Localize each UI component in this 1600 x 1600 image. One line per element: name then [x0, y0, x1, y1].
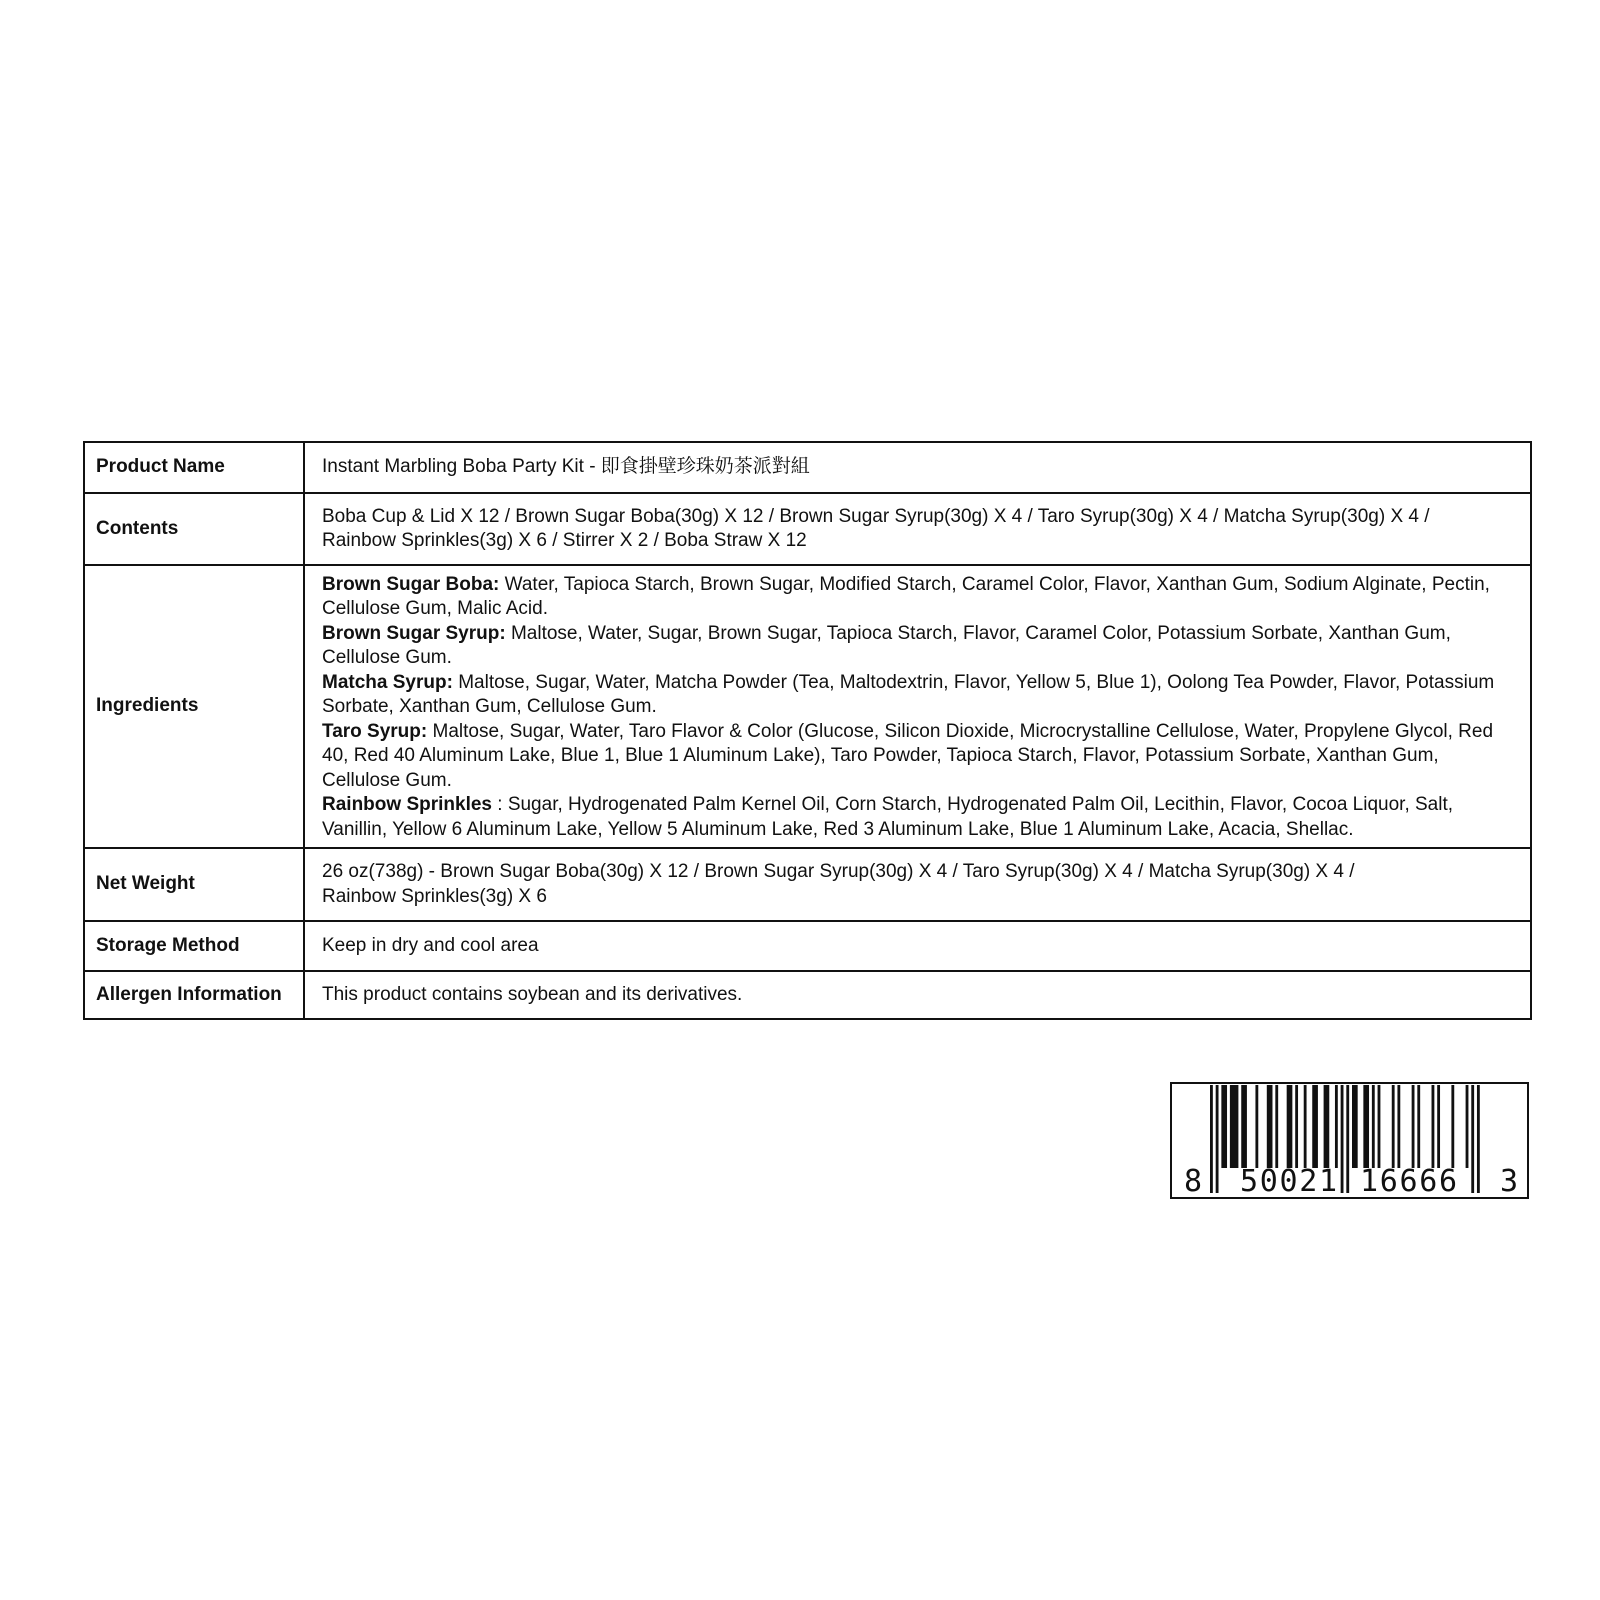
barcode-bar [1267, 1085, 1273, 1168]
row-product-name [84, 442, 1531, 493]
barcode-bar [1210, 1085, 1213, 1193]
ingredient-text: Maltose, Water, Sugar, Brown Sugar, Tapioca Starch, Flavor, Caramel Color, Potassium Sorbate, Xanthan Gum, Cellulose Gum. [322, 622, 1451, 669]
barcode-bar [1295, 1085, 1298, 1168]
row-net-weight [84, 848, 1531, 921]
row-ingredients [84, 565, 1531, 848]
product-name-text: Instant Marbling Boba Party Kit - 即食掛壁珍珠奶茶派對組 [322, 456, 810, 478]
net-weight-line-2: Rainbow Sprinkles(3g) X 6 [322, 885, 547, 907]
barcode-bar [1437, 1085, 1440, 1168]
barcode-bar [1275, 1085, 1278, 1168]
barcode-bar [1312, 1085, 1318, 1168]
barcode-bar [1324, 1085, 1330, 1168]
ingredient-taro-syrup [322, 720, 1522, 794]
ingredient-brown-sugar-syrup [322, 622, 1522, 671]
barcode-bar [1241, 1085, 1247, 1168]
barcode-bar [1432, 1085, 1435, 1168]
barcode-bar [1466, 1085, 1469, 1168]
allergen-information-text: This product contains soybean and its derivatives. [322, 983, 743, 1005]
allergen-information-label: Allergen Information [84, 971, 304, 1019]
row-storage-method [84, 921, 1531, 971]
barcode-graphic [1172, 1084, 1527, 1197]
barcode-bar [1477, 1085, 1480, 1193]
contents-line-1: Boba Cup & Lid X 12 / Brown Sugar Boba(30g) X 12 / Brown Sugar Syrup(30g) X 4 / Taro Syrup(30g) X 4 / Matcha Syrup(30g) X 4 / [322, 505, 1430, 527]
ingredient-text: Water, Tapioca Starch, Brown Sugar, Modified Starch, Caramel Color, Flavor, Xanthan Gum, Sodium Alginate, Pectin, Cellulose Gum, Malic Acid. [322, 573, 1490, 620]
ingredient-title: Rainbow Sprinkles [322, 794, 492, 816]
row-allergen-information [84, 971, 1531, 1019]
barcode-bar [1216, 1085, 1219, 1193]
barcode-bar [1412, 1085, 1415, 1168]
barcode-bar [1230, 1085, 1239, 1168]
net-weight-value [304, 848, 1531, 921]
net-weight-line-1: 26 oz(738g) - Brown Sugar Boba(30g) X 12 / Brown Sugar Syrup(30g) X 4 / Taro Syrup(30g) X 4 / Matcha Syrup(30g) X 4 / [322, 861, 1355, 882]
storage-method-label: Storage Method [84, 921, 304, 971]
barcode-bar [1378, 1085, 1381, 1168]
barcode-bar [1451, 1085, 1454, 1168]
ingredient-title: Taro Syrup: [322, 720, 428, 742]
net-weight-label: Net Weight [84, 848, 304, 921]
contents-label: Contents [84, 493, 304, 565]
ingredients-value [304, 565, 1531, 848]
contents-value [304, 493, 1531, 565]
barcode-bar [1341, 1085, 1344, 1193]
barcode-bar [1352, 1085, 1358, 1168]
ingredient-matcha-syrup [322, 671, 1522, 720]
contents-line-2: Rainbow Sprinkles(3g) X 6 / Stirrer X 2 / Boba Straw X 12 [322, 530, 807, 551]
barcode-digit-check: 3 [1500, 1164, 1519, 1197]
barcode-bar [1304, 1085, 1307, 1168]
barcode-bar [1363, 1085, 1369, 1168]
ingredients-label: Ingredients [84, 565, 304, 848]
barcode-bar [1335, 1085, 1338, 1168]
barcode-bar [1221, 1085, 1227, 1168]
barcode-bar [1471, 1085, 1474, 1193]
barcode-bar [1372, 1085, 1375, 1168]
row-contents [84, 493, 1531, 565]
barcode-bar [1255, 1085, 1258, 1168]
storage-method-value [304, 921, 1531, 971]
product-name-label: Product Name [84, 442, 304, 493]
barcode-digits-right: 16666 [1360, 1164, 1457, 1197]
ingredient-text: Maltose, Sugar, Water, Taro Flavor & Color (Glucose, Silicon Dioxide, Microcrystalline Cellulose, Water, Propylene Glycol, Red 40, Red 40 Aluminum Lake, Blue 1, Blue 1 Aluminum Lake), Taro Powder, Tapioca Starch, Flavor, Potassium Sorbate, Xanthan Gum, Cellulose Gum. [322, 720, 1494, 791]
barcode-bar [1397, 1085, 1400, 1168]
ingredient-brown-sugar-boba [322, 573, 1522, 622]
barcode-bar [1346, 1085, 1349, 1193]
ingredient-title: Brown Sugar Syrup: [322, 622, 506, 644]
allergen-information-value [304, 971, 1531, 1019]
product-info-table [83, 441, 1532, 1020]
barcode-digits-left: 50021 [1240, 1164, 1337, 1197]
product-name-value [304, 442, 1531, 493]
barcode-bar [1287, 1085, 1293, 1168]
ingredient-title: Matcha Syrup: [322, 671, 453, 693]
ingredient-title: Brown Sugar Boba: [322, 573, 500, 595]
ingredient-text: Maltose, Sugar, Water, Matcha Powder (Tea, Maltodextrin, Flavor, Yellow 5, Blue 1), Oolong Tea Powder, Flavor, Potassium Sorbate, Xanthan Gum, Cellulose Gum. [322, 671, 1495, 718]
ingredient-text: : Sugar, Hydrogenated Palm Kernel Oil, Corn Starch, Hydrogenated Palm Oil, Lecithin, Flavor, Cocoa Liquor, Salt, Vanillin, Yellow 6 Aluminum Lake, Yellow 5 Aluminum Lake, Red 3 Aluminum Lake, Blue 1 Aluminum Lake, Acacia, Shellac. [322, 794, 1454, 840]
barcode-digit-system: 8 [1184, 1164, 1203, 1197]
ingredient-rainbow-sprinkles [322, 793, 1522, 842]
barcode-bar [1417, 1085, 1420, 1168]
barcode-bar [1392, 1085, 1395, 1168]
barcode [1170, 1082, 1529, 1199]
storage-method-text: Keep in dry and cool area [322, 934, 539, 956]
